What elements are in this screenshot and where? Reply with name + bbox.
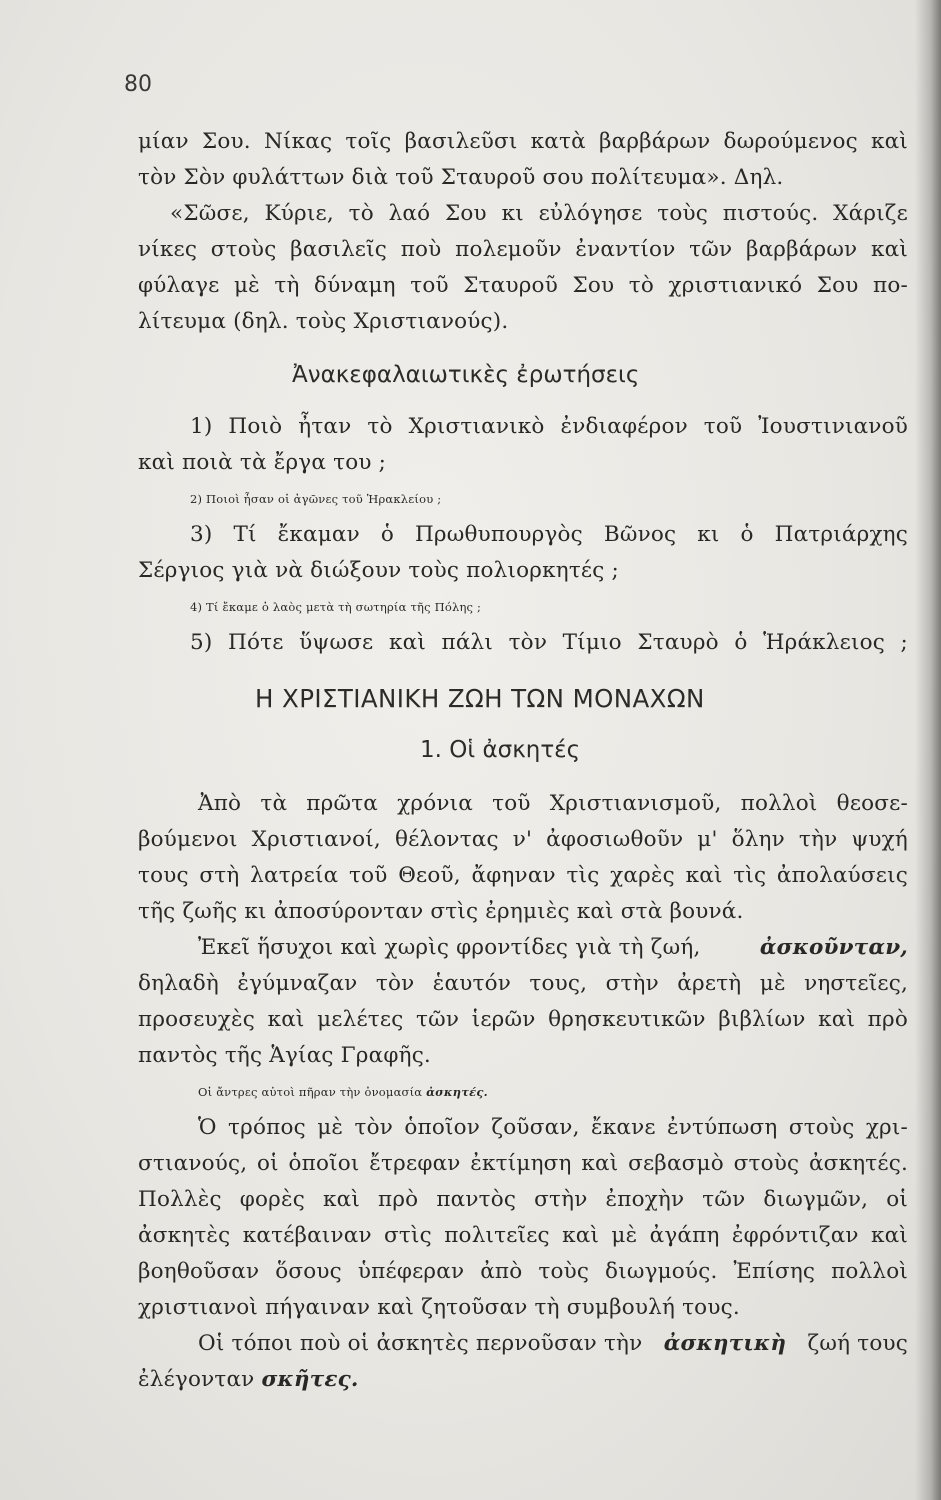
paragraph-2-line: δηλαδὴ ἐγύμναζαν τὸν ἑαυτόν τους, στὴν ἀρετὴ μὲ νηστεῖες, <box>138 971 908 996</box>
paragraph-1-line: βούμενοι Χριστιανοί, θέλοντας ν' ἀφοσιωθοῦν μ' ὅλην τὴν ψυχή <box>138 827 908 852</box>
question-2: 2) Ποιοὶ ἦσαν οἱ ἀγῶνες τοῦ Ἡρακλείου ; <box>190 492 442 506</box>
paragraph-2-line-1 <box>198 933 908 963</box>
paragraph-4-line: ἀσκητὲς κατέβαιναν στὶς πολιτεῖες καὶ μὲ ἀγάπη ἐφρόντιζαν καὶ <box>138 1223 908 1248</box>
paragraph-5-line-1 <box>198 1329 908 1359</box>
paragraph-4-line: στιανούς, οἱ ὁποῖοι ἔτρεφαν ἐκτίμηση καὶ σεβασμὸ στοὺς ἀσκητές. <box>138 1151 908 1176</box>
intro-line: τὸν Σὸν φυλάττων διὰ τοῦ Σταυροῦ σου πολίτευμα». Δηλ. <box>138 165 784 190</box>
page-number: 80 <box>124 72 152 97</box>
paragraph-1-line: τῆς ζωῆς κι ἀποσύρονταν στὶς ἐρημιὲς καὶ στὰ βουνά. <box>138 899 744 924</box>
paragraph-2-line: παντὸς τῆς Ἁγίας Γραφῆς. <box>138 1043 431 1068</box>
paragraph-4-line: βοηθοῦσαν ὅσους ὑπέφεραν ἀπὸ τοὺς διωγμούς. Ἐπίσης πολλοὶ <box>138 1259 908 1284</box>
paragraph-2-text: Ἐκεῖ ἥσυχοι καὶ χωρὶς φροντίδες γιὰ τὴ ζωή, <box>198 935 701 960</box>
paragraph-4-line: Ὁ τρόπος μὲ τὸν ὁποῖον ζοῦσαν, ἔκανε ἐντύπωση στοὺς χρι- <box>198 1115 908 1140</box>
paragraph-5-line-2 <box>138 1365 908 1395</box>
paragraph-3-text: Οἱ ἄντρες αὐτοὶ πῆραν τὴν ὀνομασία <box>198 1085 423 1099</box>
subsection-title: 1. Οἱ ἀσκητές <box>420 737 581 763</box>
paragraph-4-line: Πολλὲς φορὲς καὶ πρὸ παντὸς στὴν ἐποχὴν τῶν διωγμῶν, οἱ <box>138 1187 908 1212</box>
paragraph-5-text-b: ζωή τους <box>807 1331 908 1356</box>
emphasis-askountan: ἀσκοῦνταν, <box>759 935 908 960</box>
review-questions-heading: Ἀνακεφαλαιωτικὲς ἐρωτήσεις <box>292 362 640 388</box>
intro-line: λίτευμα (δηλ. τοὺς Χριστιανούς). <box>138 309 509 334</box>
paragraph-5-text-c: ἐλέγονταν <box>138 1367 255 1392</box>
question-5: 5) Πότε ὕψωσε καὶ πάλι τὸν Τίμιο Σταυρὸ ὁ Ἡράκλειος ; <box>190 630 908 655</box>
section-title: Η ΧΡΙΣΤΙΑΝΙΚΗ ΖΩΗ ΤΩΝ ΜΟΝΑΧΩΝ <box>255 684 705 713</box>
question-1-cont: καὶ ποιὰ τὰ ἔργα του ; <box>138 450 387 475</box>
emphasis-sketes: σκῆτες. <box>261 1367 359 1392</box>
question-3-cont: Σέργιος γιὰ νὰ διώξουν τοὺς πολιορκητές ; <box>138 558 619 583</box>
paragraph-1-line: Ἀπὸ τὰ πρῶτα χρόνια τοῦ Χριστιανισμοῦ, πολλοὶ θεοσε- <box>198 791 908 816</box>
intro-line: μίαν Σου. Νίκας τοῖς βασιλεῦσι κατὰ βαρβάρων δωρούμενος καὶ <box>138 129 908 154</box>
paragraph-5-text-a: Οἱ τόποι ποὺ οἱ ἀσκητὲς περνοῦσαν τὴν <box>198 1331 643 1356</box>
intro-line: φύλαγε μὲ τὴ δύναμη τοῦ Σταυροῦ Σου τὸ χριστιανικό Σου πο- <box>138 273 908 298</box>
page-edge-shadow <box>915 0 941 1500</box>
paragraph-4-line: χριστιανοὶ πήγαιναν καὶ ζητοῦσαν τὴ συμβουλή τους. <box>138 1295 740 1320</box>
intro-line: νίκες στοὺς βασιλεῖς ποὺ πολεμοῦν ἐναντίον τῶν βαρβάρων καὶ <box>138 237 908 262</box>
question-1: 1) Ποιὸ ἦταν τὸ Χριστιανικὸ ἐνδιαφέρον τοῦ Ἰουστινιανοῦ <box>190 414 908 439</box>
intro-line: «Σῶσε, Κύριε, τὸ λαό Σου κι εὐλόγησε τοὺς πιστούς. Χάριζε <box>170 201 908 226</box>
paragraph-1-line: τους στὴ λατρεία τοῦ Θεοῦ, ἄφηναν τὶς χαρὲς καὶ τὶς ἀπολαύσεις <box>138 863 908 888</box>
emphasis-asketes: ἀσκητές. <box>426 1085 488 1099</box>
emphasis-asketike: ἀσκητικὴ <box>663 1331 787 1356</box>
question-4: 4) Τί ἔκαμε ὁ λαὸς μετὰ τὴ σωτηρία τῆς Πόλης ; <box>190 600 482 614</box>
paragraph-2-line: προσευχὲς καὶ μελέτες τῶν ἱερῶν θρησκευτικῶν βιβλίων καὶ πρὸ <box>138 1007 908 1032</box>
question-3: 3) Τί ἔκαμαν ὁ Πρωθυπουργὸς Βῶνος κι ὁ Πατριάρχης <box>190 522 908 547</box>
paragraph-3 <box>198 1077 941 1107</box>
